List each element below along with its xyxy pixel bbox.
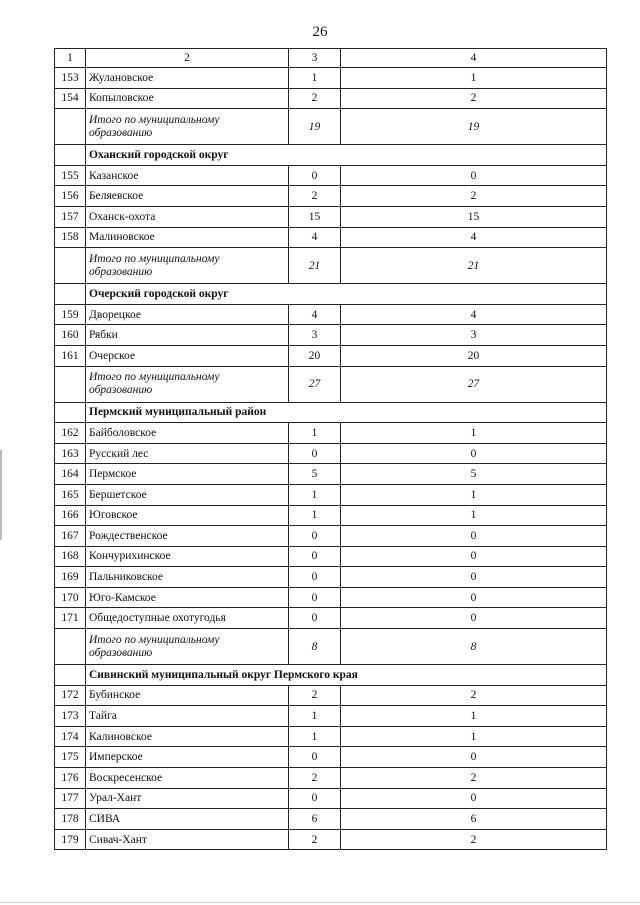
column-4-value: 4 bbox=[341, 227, 607, 248]
table-row bbox=[55, 505, 607, 526]
column-3-value: 4 bbox=[289, 227, 341, 248]
row-number: 168 bbox=[55, 546, 86, 567]
column-3-value: 0 bbox=[289, 443, 341, 464]
table-row bbox=[55, 325, 607, 346]
hunting-ground-name: Кончурихинское bbox=[86, 546, 289, 567]
column-3-value: 2 bbox=[289, 186, 341, 207]
row-number: 166 bbox=[55, 505, 86, 526]
column-3-value: 3 bbox=[289, 325, 341, 346]
column-3-value: 6 bbox=[289, 809, 341, 830]
column-4-value: 0 bbox=[341, 608, 607, 629]
column-4-value: 19 bbox=[341, 109, 607, 145]
row-number: 153 bbox=[55, 68, 86, 89]
row-number bbox=[55, 402, 86, 423]
column-3-value: 8 bbox=[289, 629, 341, 665]
section-header-row bbox=[55, 145, 607, 166]
row-number: 170 bbox=[55, 587, 86, 608]
column-3-value: 1 bbox=[289, 68, 341, 89]
table-row bbox=[55, 484, 607, 505]
row-number: 156 bbox=[55, 186, 86, 207]
header-col-1: 1 bbox=[55, 49, 86, 68]
subtotal-label: Итого по муниципальному образованию bbox=[86, 629, 289, 665]
row-number: 159 bbox=[55, 304, 86, 325]
subtotal-row bbox=[55, 366, 607, 402]
subtotal-label: Итого по муниципальному образованию bbox=[86, 109, 289, 145]
hunting-ground-name: Рябки bbox=[86, 325, 289, 346]
row-number: 172 bbox=[55, 685, 86, 706]
subtotal-label: Итого по муниципальному образованию bbox=[86, 248, 289, 284]
hunting-ground-name: Воскресенское bbox=[86, 768, 289, 789]
column-3-value: 1 bbox=[289, 706, 341, 727]
row-number: 167 bbox=[55, 526, 86, 547]
scan-bottom-edge bbox=[0, 902, 640, 903]
column-4-value: 0 bbox=[341, 526, 607, 547]
column-3-value: 0 bbox=[289, 526, 341, 547]
hunting-ground-name: Тайга bbox=[86, 706, 289, 727]
hunting-ground-name: Имперское bbox=[86, 747, 289, 768]
hunting-ground-name: Бубинское bbox=[86, 685, 289, 706]
column-3-value: 2 bbox=[289, 88, 341, 109]
table-row bbox=[55, 546, 607, 567]
table-row bbox=[55, 567, 607, 588]
row-number bbox=[55, 248, 86, 284]
row-number bbox=[55, 665, 86, 686]
table-row bbox=[55, 423, 607, 444]
row-number: 171 bbox=[55, 608, 86, 629]
section-title: Пермский муниципальный район bbox=[86, 402, 607, 423]
hunting-ground-name: Урал-Хант bbox=[86, 788, 289, 809]
table-row bbox=[55, 206, 607, 227]
column-3-value: 27 bbox=[289, 366, 341, 402]
column-3-value: 20 bbox=[289, 345, 341, 366]
column-3-value: 15 bbox=[289, 206, 341, 227]
hunting-ground-name: СИВА bbox=[86, 809, 289, 830]
column-4-value: 0 bbox=[341, 165, 607, 186]
column-4-value: 1 bbox=[341, 423, 607, 444]
table-row bbox=[55, 587, 607, 608]
hunting-ground-name: Малиновское bbox=[86, 227, 289, 248]
row-number bbox=[55, 284, 86, 305]
column-4-value: 20 bbox=[341, 345, 607, 366]
header-col-4: 4 bbox=[341, 49, 607, 68]
scan-edge-mark bbox=[0, 450, 2, 540]
column-4-value: 1 bbox=[341, 68, 607, 89]
column-4-value: 0 bbox=[341, 443, 607, 464]
header-col-2: 2 bbox=[86, 49, 289, 68]
hunting-ground-name: Оханск-охота bbox=[86, 206, 289, 227]
hunting-ground-name: Беляевское bbox=[86, 186, 289, 207]
column-3-value: 0 bbox=[289, 587, 341, 608]
column-4-value: 1 bbox=[341, 484, 607, 505]
hunting-ground-name: Юговское bbox=[86, 505, 289, 526]
hunting-ground-name: Пальниковское bbox=[86, 567, 289, 588]
column-4-value: 1 bbox=[341, 505, 607, 526]
table-row bbox=[55, 768, 607, 789]
column-3-value: 2 bbox=[289, 829, 341, 850]
column-number-header-row bbox=[55, 49, 607, 68]
column-4-value: 0 bbox=[341, 747, 607, 768]
column-4-value: 2 bbox=[341, 685, 607, 706]
row-number: 160 bbox=[55, 325, 86, 346]
hunting-ground-name: Общедоступные охотугодья bbox=[86, 608, 289, 629]
table-body bbox=[55, 49, 607, 850]
column-3-value: 4 bbox=[289, 304, 341, 325]
section-title: Очерский городской округ bbox=[86, 284, 607, 305]
hunting-ground-name: Очерское bbox=[86, 345, 289, 366]
hunting-ground-name: Байболовское bbox=[86, 423, 289, 444]
table-row bbox=[55, 345, 607, 366]
section-title: Сивинский муниципальный округ Пермского края bbox=[86, 665, 607, 686]
column-3-value: 19 bbox=[289, 109, 341, 145]
table-row bbox=[55, 304, 607, 325]
column-3-value: 2 bbox=[289, 768, 341, 789]
column-4-value: 3 bbox=[341, 325, 607, 346]
hunting-ground-name: Калиновское bbox=[86, 726, 289, 747]
table-row bbox=[55, 68, 607, 89]
table-row bbox=[55, 165, 607, 186]
column-4-value: 2 bbox=[341, 768, 607, 789]
column-3-value: 1 bbox=[289, 423, 341, 444]
subtotal-label: Итого по муниципальному образованию bbox=[86, 366, 289, 402]
row-number: 164 bbox=[55, 464, 86, 485]
subtotal-row bbox=[55, 629, 607, 665]
table-row bbox=[55, 685, 607, 706]
column-4-value: 4 bbox=[341, 304, 607, 325]
column-3-value: 0 bbox=[289, 546, 341, 567]
hunting-ground-name: Русский лес bbox=[86, 443, 289, 464]
column-4-value: 0 bbox=[341, 546, 607, 567]
hunting-ground-name: Сивач-Хант bbox=[86, 829, 289, 850]
table-row bbox=[55, 829, 607, 850]
column-4-value: 2 bbox=[341, 88, 607, 109]
hunting-ground-name: Жулановское bbox=[86, 68, 289, 89]
hunting-ground-name: Казанское bbox=[86, 165, 289, 186]
column-4-value: 0 bbox=[341, 567, 607, 588]
table-row bbox=[55, 88, 607, 109]
subtotal-row bbox=[55, 248, 607, 284]
hunting-ground-name: Пермское bbox=[86, 464, 289, 485]
hunting-ground-name: Рождественское bbox=[86, 526, 289, 547]
column-4-value: 0 bbox=[341, 788, 607, 809]
row-number: 154 bbox=[55, 88, 86, 109]
column-3-value: 0 bbox=[289, 567, 341, 588]
column-4-value: 27 bbox=[341, 366, 607, 402]
row-number: 163 bbox=[55, 443, 86, 464]
column-3-value: 0 bbox=[289, 788, 341, 809]
table-row bbox=[55, 443, 607, 464]
subtotal-row bbox=[55, 109, 607, 145]
table-row bbox=[55, 464, 607, 485]
hunting-ground-name: Юго-Камское bbox=[86, 587, 289, 608]
section-title: Оханский городской округ bbox=[86, 145, 607, 166]
table-row bbox=[55, 706, 607, 727]
column-4-value: 2 bbox=[341, 829, 607, 850]
table-row bbox=[55, 726, 607, 747]
column-4-value: 0 bbox=[341, 587, 607, 608]
table-row bbox=[55, 227, 607, 248]
column-4-value: 1 bbox=[341, 706, 607, 727]
header-col-3: 3 bbox=[289, 49, 341, 68]
column-4-value: 15 bbox=[341, 206, 607, 227]
column-3-value: 1 bbox=[289, 484, 341, 505]
row-number: 169 bbox=[55, 567, 86, 588]
column-3-value: 21 bbox=[289, 248, 341, 284]
column-3-value: 1 bbox=[289, 726, 341, 747]
table-row bbox=[55, 186, 607, 207]
section-header-row bbox=[55, 284, 607, 305]
column-3-value: 0 bbox=[289, 608, 341, 629]
hunting-ground-name: Копыловское bbox=[86, 88, 289, 109]
row-number: 155 bbox=[55, 165, 86, 186]
row-number: 162 bbox=[55, 423, 86, 444]
row-number bbox=[55, 366, 86, 402]
table-row bbox=[55, 809, 607, 830]
row-number: 176 bbox=[55, 768, 86, 789]
column-3-value: 5 bbox=[289, 464, 341, 485]
column-3-value: 2 bbox=[289, 685, 341, 706]
row-number: 179 bbox=[55, 829, 86, 850]
row-number: 174 bbox=[55, 726, 86, 747]
hunting-ground-name: Дворецкое bbox=[86, 304, 289, 325]
table-row bbox=[55, 747, 607, 768]
hunting-grounds-table bbox=[54, 48, 607, 850]
row-number: 177 bbox=[55, 788, 86, 809]
row-number: 158 bbox=[55, 227, 86, 248]
row-number bbox=[55, 145, 86, 166]
column-3-value: 1 bbox=[289, 505, 341, 526]
column-4-value: 2 bbox=[341, 186, 607, 207]
row-number: 161 bbox=[55, 345, 86, 366]
row-number bbox=[55, 629, 86, 665]
column-4-value: 8 bbox=[341, 629, 607, 665]
table-row bbox=[55, 526, 607, 547]
table-row bbox=[55, 608, 607, 629]
row-number: 165 bbox=[55, 484, 86, 505]
section-header-row bbox=[55, 665, 607, 686]
page-number: 26 bbox=[312, 24, 328, 40]
table-row bbox=[55, 788, 607, 809]
column-4-value: 21 bbox=[341, 248, 607, 284]
row-number: 173 bbox=[55, 706, 86, 727]
column-4-value: 6 bbox=[341, 809, 607, 830]
row-number: 178 bbox=[55, 809, 86, 830]
row-number: 157 bbox=[55, 206, 86, 227]
column-3-value: 0 bbox=[289, 165, 341, 186]
column-3-value: 0 bbox=[289, 747, 341, 768]
column-4-value: 5 bbox=[341, 464, 607, 485]
hunting-ground-name: Бершетское bbox=[86, 484, 289, 505]
row-number bbox=[55, 109, 86, 145]
section-header-row bbox=[55, 402, 607, 423]
row-number: 175 bbox=[55, 747, 86, 768]
column-4-value: 1 bbox=[341, 726, 607, 747]
